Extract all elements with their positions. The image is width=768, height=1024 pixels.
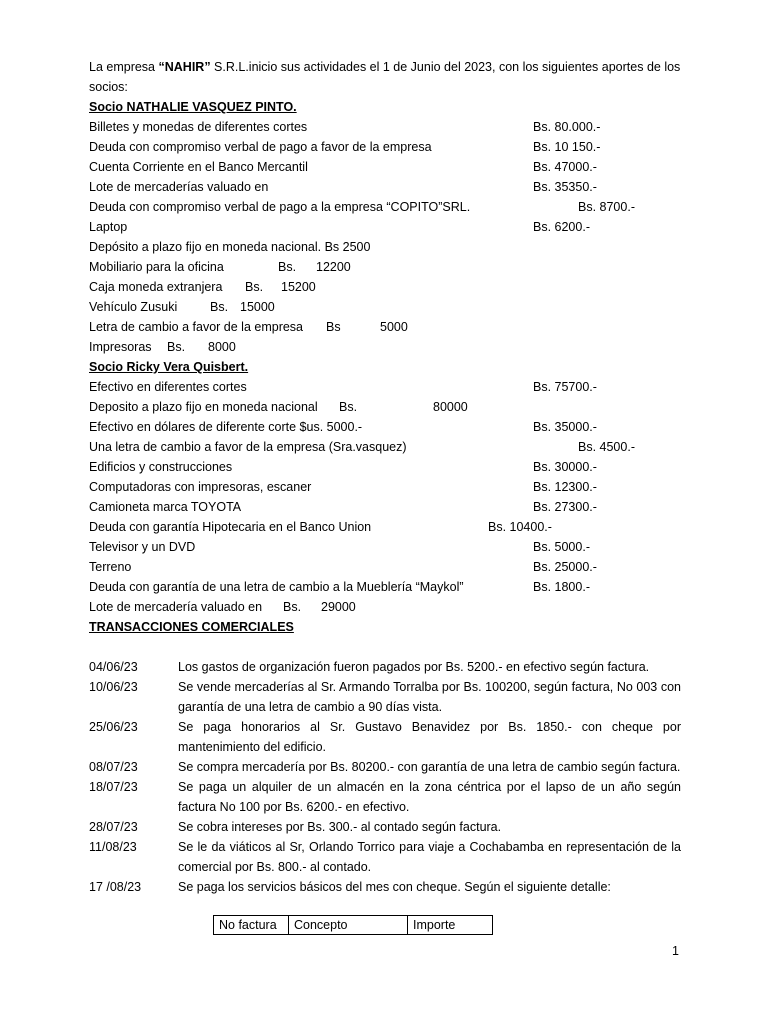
transaction-date: 10/06/23 [89,680,138,694]
item-concept: Terreno [89,560,132,574]
item-concept: Efectivo en dólares de diferente corte $us. 5000.- [89,420,363,434]
list-item [89,457,681,477]
item-amount: Bs. 27300.- [533,500,597,514]
list-item [89,537,681,557]
transaction-row [89,717,681,757]
list-item [89,557,681,577]
list-item [89,397,681,417]
page-number: 1 [672,944,679,958]
transactions-list [89,657,681,897]
list-item [89,497,681,517]
list-item [89,317,681,337]
item-amount: Bs. [283,600,302,614]
item-amount: Bs. 75700.- [533,380,597,394]
transaction-row [89,877,681,897]
item-amount: Bs. 1800.- [533,580,590,594]
item-concept: Depósito a plazo fijo en moneda nacional. Bs 2500 [89,240,371,254]
item-amount: 12200 [316,260,351,274]
transaction-date: 17 /08/23 [89,880,142,894]
transaction-text: Se paga un alquiler de un almacén en la zona céntrica por el lapso de un año según factura No 100 por Bs. 6200.- en efectivo. [178,780,681,814]
item-amount: Bs. 35350.- [533,180,597,194]
item-concept: Letra de cambio a favor de la empresa [89,320,304,334]
item-concept: Edificios y construcciones [89,460,233,474]
item-concept: Cuenta Corriente en el Banco Mercantil [89,160,308,174]
item-amount: Bs. 25000.- [533,560,597,574]
list-item [89,417,681,437]
list-item [89,577,681,597]
item-amount: Bs. 5000.- [533,540,590,554]
list-item [89,337,681,357]
spacer [89,637,681,657]
transaction-date: 11/08/23 [89,840,137,854]
list-item [89,177,681,197]
item-amount: 8000 [208,340,236,354]
list-item [89,257,681,277]
partner1-list [89,117,681,357]
item-concept: Deposito a plazo fijo en moneda nacional [89,400,318,414]
list-item [89,297,681,317]
item-concept: Mobiliario para la oficina [89,260,224,274]
item-concept: Lote de mercaderías valuado en [89,180,269,194]
intro-text: La empresa [89,60,159,74]
list-item [89,197,681,217]
item-concept: Deuda con compromiso verbal de pago a la empresa “COPITO”SRL. [89,200,471,214]
list-item [89,137,681,157]
list-item [89,377,681,397]
transaction-date: 28/07/23 [89,820,138,834]
transaction-row [89,657,681,677]
item-concept: Billetes y monedas de diferentes cortes [89,120,308,134]
company-name: “NAHIR” [158,60,211,74]
item-concept: Laptop [89,220,128,234]
item-amount: Bs. 12300.- [533,480,597,494]
item-amount: Bs. 10 150.- [533,140,601,154]
item-amount: Bs. [210,300,229,314]
item-concept: Deuda con garantía Hipotecaria en el Banco Union [89,520,372,534]
partner2-list [89,377,681,617]
item-amount: Bs. [245,280,264,294]
item-amount: 5000 [380,320,408,334]
item-amount: Bs. 80.000.- [533,120,601,134]
item-concept: Deuda con garantía de una letra de cambio a la Mueblería “Maykol” [89,580,464,594]
item-concept: Caja moneda extranjera [89,280,223,294]
transaction-text: Se le da viáticos al Sr, Orlando Torrico para viaje a Cochabamba en representación de la comercial por Bs. 800.- al contado. [178,840,681,874]
item-concept: Computadoras con impresoras, escaner [89,480,312,494]
item-amount: 29000 [321,600,356,614]
partner1-heading: Socio NATHALIE VASQUEZ PINTO. [89,100,297,114]
item-amount: 80000 [433,400,468,414]
list-item [89,277,681,297]
transaction-text: Los gastos de organización fueron pagados por Bs. 5200.- en efectivo según factura. [178,660,650,674]
item-amount: Bs. 30000.- [533,460,597,474]
item-amount: Bs. [167,340,186,354]
transaction-date: 08/07/23 [89,760,138,774]
item-amount: Bs [326,320,341,334]
item-concept: Camioneta marca TOYOTA [89,500,242,514]
transaction-row [89,817,681,837]
item-concept: Vehículo Zusuki [89,300,178,314]
transaction-date: 18/07/23 [89,780,138,794]
item-concept: Efectivo en diferentes cortes [89,380,247,394]
detail-table [213,915,493,935]
item-amount: 15200 [281,280,316,294]
item-amount: Bs. 47000.- [533,160,597,174]
list-item [89,157,681,177]
transaction-date: 04/06/23 [89,660,138,674]
table-header-row [214,916,493,935]
transaction-date: 25/06/23 [89,720,138,734]
document-page [89,57,681,897]
transaction-text: Se cobra intereses por Bs. 300.- al contado según factura. [178,820,502,834]
list-item [89,437,681,457]
transaction-row [89,757,681,777]
transaction-row [89,777,681,817]
list-item [89,477,681,497]
list-item [89,597,681,617]
item-concept: Lote de mercadería valuado en [89,600,263,614]
transaction-text: Se vende mercaderías al Sr. Armando Torralba por Bs. 100200, según factura, No 003 con garantía de una letra de cambio a 90 días vista. [178,680,681,714]
partner2-heading: Socio Ricky Vera Quisbert. [89,360,249,374]
transaction-text: Se paga honorarios al Sr. Gustavo Benavidez por Bs. 1850.- con cheque por mantenimiento del edificio. [178,720,681,754]
item-amount: Bs. 4500.- [578,440,635,454]
item-amount: Bs. [278,260,297,274]
transaction-row [89,677,681,717]
table-header-cell: Concepto [289,916,408,935]
item-concept: Una letra de cambio a favor de la empresa (Sra.vasquez) [89,440,407,454]
item-amount: Bs. 35000.- [533,420,597,434]
item-amount: Bs. 8700.- [578,200,635,214]
list-item [89,217,681,237]
item-amount: 15000 [240,300,275,314]
item-amount: Bs. 10400.- [488,520,552,534]
list-item [89,517,681,537]
intro-paragraph [89,57,681,97]
item-concept: Deuda con compromiso verbal de pago a favor de la empresa [89,140,432,154]
list-item [89,237,681,257]
transaction-row [89,837,681,877]
table-header-cell: Importe [408,916,493,935]
transaction-text: Se paga los servicios básicos del mes con cheque. Según el siguiente detalle: [178,880,611,894]
table-header-cell: No factura [214,916,289,935]
item-concept: Impresoras [89,340,152,354]
intro-text: S.R.L.inicio sus actividades el 1 de Junio del 2023, con los siguientes aportes de los socios: [89,60,681,94]
item-amount: Bs. 6200.- [533,220,590,234]
item-amount: Bs. [339,400,358,414]
transactions-heading: TRANSACCIONES COMERCIALES [89,620,294,634]
list-item [89,117,681,137]
transaction-text: Se compra mercadería por Bs. 80200.- con garantía de una letra de cambio según factura. [178,760,681,774]
item-concept: Televisor y un DVD [89,540,196,554]
